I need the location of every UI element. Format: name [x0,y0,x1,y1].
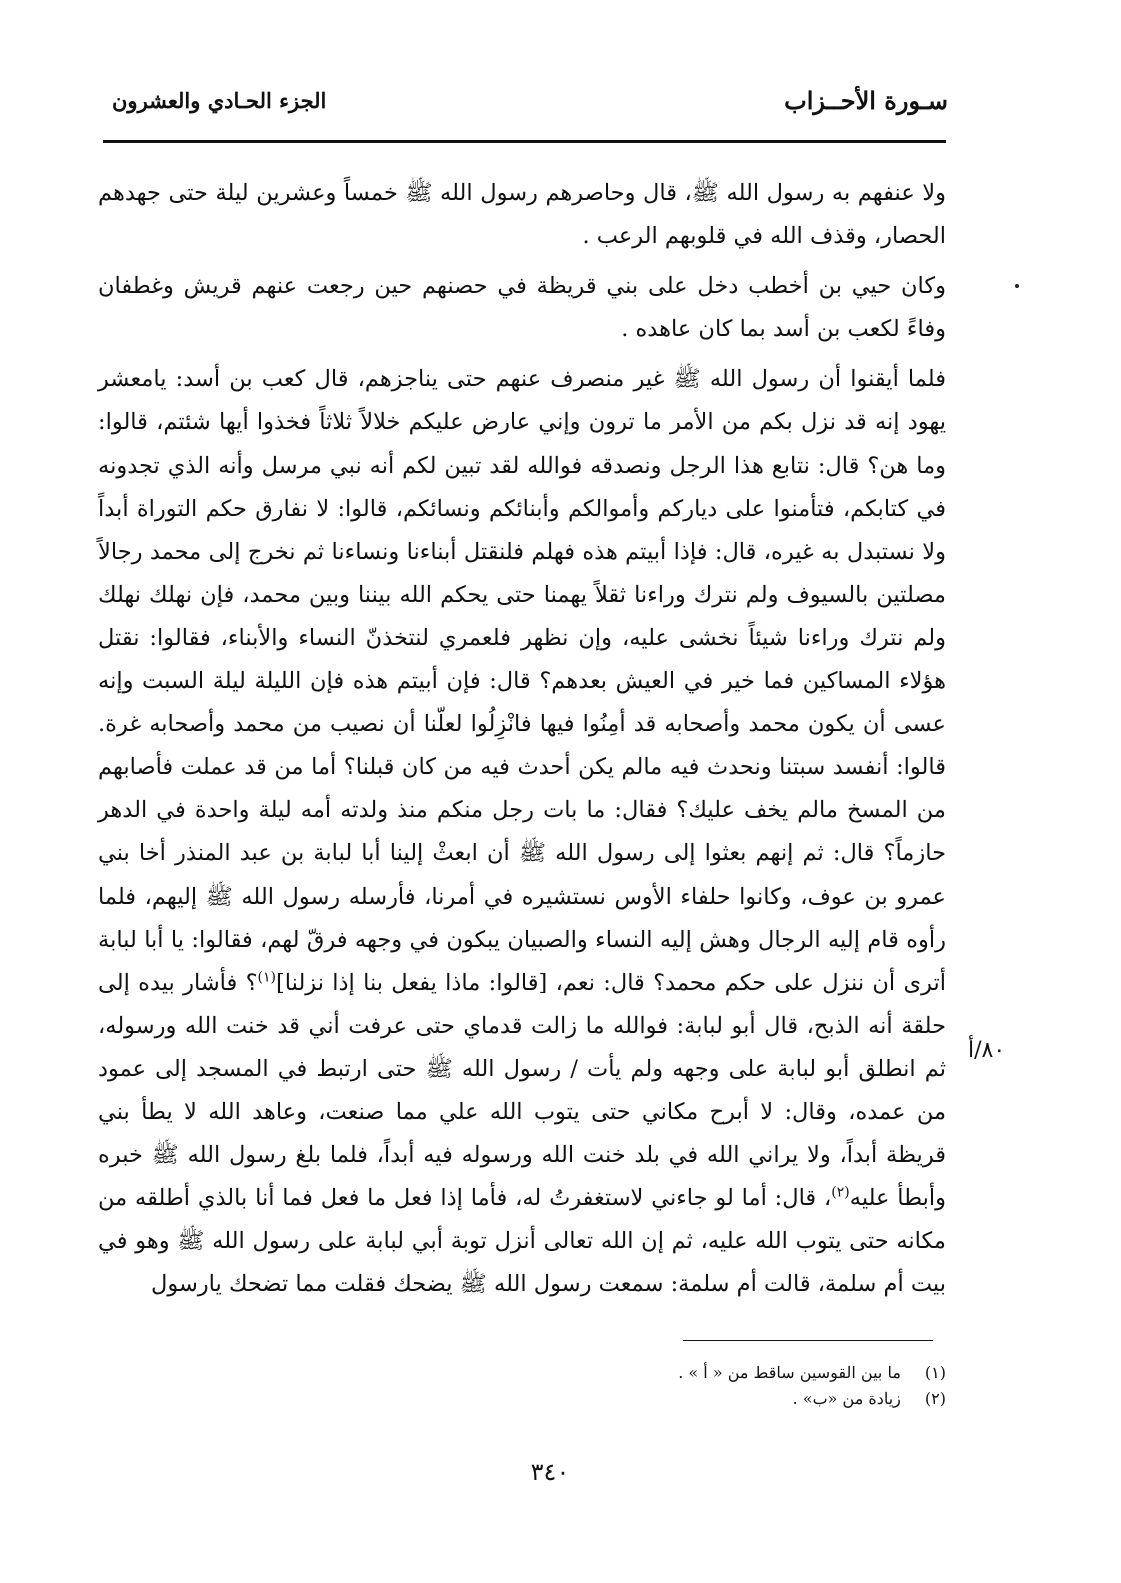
paragraph-1: ولا عنفهم به رسول الله ﷺ، قال وحاصرهم رسول الله ﷺ خمساً وعشرين ليلة حتى جهدهم الحصار، وقذف الله في قلوبهم الرعب . [98,180,946,250]
footnote-number: (١) [924,1363,946,1382]
footnote-ref-1: (١) [257,969,277,986]
running-head-part: الجزء الحـادي والعشرون [112,88,327,113]
paragraph-2: وكان حيي بن أخطب دخل على بني قريظة في حصنهم حين رجعت عنهم قريش وغطفان وفاءً لكعب بن أسد بما كان عاهده . [98,273,946,343]
footnote-text: ما بين القوسين ساقط من « أ » . [678,1363,901,1382]
footnote-1 [600,1360,946,1386]
footnote-number: (٢) [924,1389,946,1408]
page-number: ٣٤٠ [530,1458,570,1486]
manuscript-folio-marker: ٨٠/أ [968,1038,1006,1063]
running-head-surah: سـورة الأحــزاب [784,86,948,115]
margin-dot [1015,284,1019,288]
header-rule [103,140,946,143]
footnote-ref-2: (٢) [831,1184,850,1201]
paragraph-3 [98,358,946,1306]
footnote-text: زيادة من «ب» . [792,1389,901,1408]
paragraph-3-part-c: ، قال: أما لو جاءني لاستغفرتُ له، فأما إذا فعل ما فعل فما أنا بالذي أطلقه من مكانه حتى يتوب الله عليه، ثم إن الله تعالى أنزل توبة أبي لبابة على رسول الله ﷺ وهو في بيت أم سلمة، قالت أم سلمة: سمعت رسول الله ﷺ يضحك فقلت مما تضحك يارسول [98,1185,946,1298]
footnote-2 [600,1386,946,1412]
main-text [98,172,946,1306]
footnote-rule [683,1340,933,1341]
paragraph-3-part-b: ؟ فأشار بيده إلى حلقة أنه الذبح، قال أبو لبابة: فوالله ما زالت قدماي حتى عرفت أني قد خنت الله ورسوله، ثم انطلق أبو لبابة على وجهه ولم يأت / رسول الله ﷺ حتى ارتبط في المسجد إلى عمود من عمده، وقال: لا أبرح مكاني حتى يتوب الله علي مما صنعت، وعاهد الله لا يطأ بني قريظة أبداً، ولا يراني الله في بلد خنت الله ورسوله فيه أبداً، فلما بلغ رسول الله ﷺ خبره وأبطأ عليه [98,969,946,1212]
footnotes [600,1360,946,1412]
paragraph-3-part-a: فلما أيقنوا أن رسول الله ﷺ غير منصرف عنهم حتى يناجزهم، قال كعب بن أسد: يامعشر يهود إنه قد نزل بكم من الأمر ما ترون وإني عارض عليكم خلالاً ثلاثاً فخذوا أيها شئتم، قالوا: وما هن؟ قال: نتابع هذا الرجل ونصدقه فوالله لقد تبين لكم أنه نبي مرسل وأنه الذي تجدونه في كتابكم، فتأمنوا على دياركم وأموالكم وأبنائكم ونسائكم، قالوا: لا نفارق حكم التوراة أبداً ولا نستبدل به غيره، قال: فإذا أبيتم هذه فهلم فلنقتل أبناءنا ونساءنا ثم نخرج إلى محمد رجالاً مصلتين بالسيوف ولم نترك وراءنا ثقلاً يهمنا حتى يحكم الله بيننا وبين محمد، فإن نهلك نهلك ولم نترك وراءنا شيئاً نخشى عليه، وإن نظهر فلعمري لنتخذنّ النساء والأبناء، فقالوا: نقتل هؤلاء المساكين فما خير في العيش بعدهم؟ قال: فإن أبيتم هذه فإن الليلة ليلة السبت وإنه عسى أن يكون محمد وأصحابه قد أمِنُوا فيها فانْزِلُوا لعلّنا أن نصيب من محمد وأصحابه غرة. قالوا: أنفسد سبتنا ونحدث فيه مالم يكن أحدث فيه من كان قبلنا؟ أما من قد عملت فأصابهم من المسخ مالم يخف عليك؟ فقال: ما بات رجل منكم منذ ولدته أمه ليلة واحدة في الدهر حازماً؟ قال: ثم إنهم بعثوا إلى رسول الله ﷺ أن ابعثْ إلينا أبا لبابة بن عبد المنذر أخا بني عمرو بن عوف، وكانوا حلفاء الأوس نستشيره في أمرنا، فأرسله رسول الله ﷺ إليهم، فلما رأوه قام إليه الرجال وهش إليه النساء والصبيان يبكون في وجهه فرقّ لهم، فقالوا: يا أبا لبابة أترى أن ننزل على حكم محمد؟ قال: نعم، [قالوا: ماذا يفعل بنا إذا نزلنا] [98,366,947,996]
